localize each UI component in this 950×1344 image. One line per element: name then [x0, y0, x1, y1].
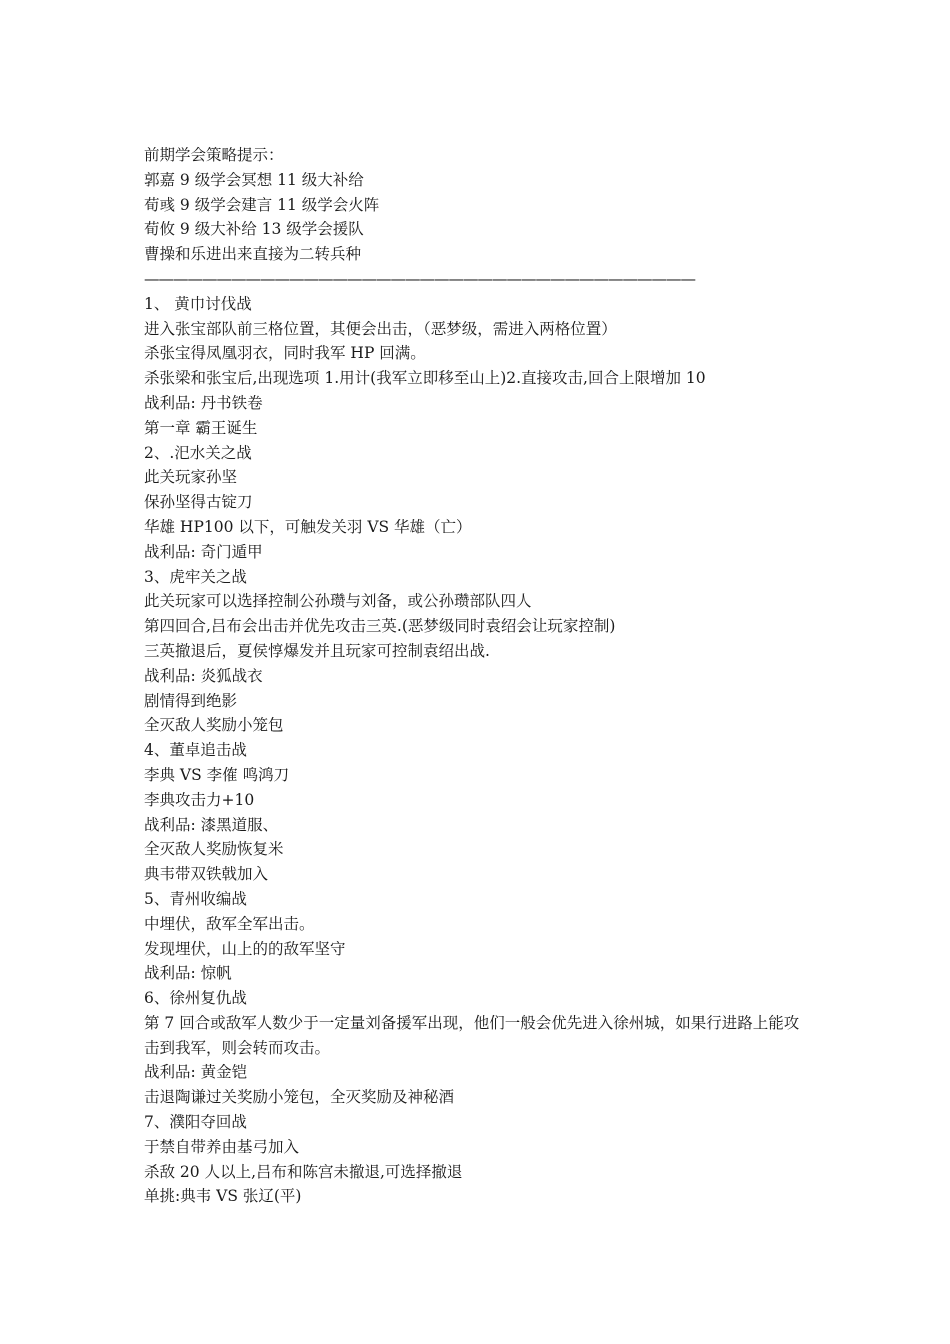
text-line: 华雄 HP100 以下，可触发关羽 VS 华雄（亡） — [144, 517, 472, 536]
section-divider: —————————————————————————————————————— — [144, 269, 695, 288]
text-line: 战利品: 漆黑道服、 — [144, 815, 279, 834]
document-body — [144, 143, 804, 1209]
text-line: 此关玩家可以选择控制公孙瓒与刘备，或公孙瓒部队四人 — [144, 592, 532, 611]
text-line: 战利品: 丹书铁卷 — [144, 393, 263, 412]
intro-line: 郭嘉 9 级学会冥想 11 级大补给 — [144, 170, 364, 189]
section-heading-7: 7、濮阳夺回战 — [144, 1113, 247, 1132]
text-line: 进入张宝部队前三格位置，其便会出击，（恶梦级，需进入两格位置） — [144, 319, 617, 338]
text-line: 李典 VS 李傕 鸣鸿刀 — [144, 765, 290, 784]
text-line: 剧情得到绝影 — [144, 691, 238, 710]
intro-heading: 前期学会策略提示： — [144, 146, 284, 164]
text-line: 于禁自带养由基弓加入 — [144, 1137, 300, 1156]
text-line: 发现埋伏，山上的的敌军坚守 — [144, 939, 346, 958]
text-line: 李典攻击力+10 — [144, 790, 255, 809]
text-line: 击退陶谦过关奖励小笼包，全灭奖励及神秘酒 — [144, 1088, 455, 1107]
text-line: 战利品: 炎狐战衣 — [144, 666, 263, 685]
text-line: 此关玩家孙坚 — [144, 468, 238, 487]
text-line: 全灭敌人奖励恢复米 — [144, 840, 284, 859]
section-heading-6: 6、徐州复仇战 — [144, 989, 247, 1008]
text-line: 第四回合,吕布会出击并优先攻击三英.(恶梦级同时袁绍会让玩家控制) — [144, 617, 616, 636]
text-paragraph: 第 7 回合或敌军人数少于一定量刘备援军出现，他们一般会优先进入徐州城，如果行进路上能攻击到我军，则会转而攻击。 — [144, 1013, 800, 1057]
section-heading-5: 5、青州收编战 — [144, 889, 247, 908]
intro-line: 荀彧 9 级学会建言 11 级学会火阵 — [144, 195, 380, 214]
text-line: 战利品: 惊帆 — [144, 964, 232, 983]
text-line: 杀张梁和张宝后,出现选项 1.用计(我军立即移至山上)2.直接攻击,回合上限增加 10 — [144, 369, 706, 388]
text-line: 全灭敌人奖励小笼包 — [144, 716, 284, 735]
section-heading-1: 1、 黄巾讨伐战 — [144, 294, 252, 313]
text-line: 杀张宝得凤凰羽衣，同时我军 HP 回满。 — [144, 344, 426, 363]
chapter-title: 第一章 霸王诞生 — [144, 418, 258, 437]
intro-line: 荀攸 9 级大补给 13 级学会援队 — [144, 220, 364, 239]
section-heading-3: 3、虎牢关之战 — [144, 567, 247, 586]
text-line: 保孙坚得古锭刀 — [144, 493, 253, 512]
section-heading-2: 2、.汜水关之战 — [144, 443, 252, 462]
text-line: 中埋伏，敌军全军出击。 — [144, 914, 315, 933]
text-line: 单挑:典韦 VS 张辽(平) — [144, 1187, 302, 1206]
text-line: 战利品: 奇门遁甲 — [144, 542, 263, 561]
text-line: 战利品: 黄金铠 — [144, 1063, 248, 1082]
text-line: 杀敌 20 人以上,吕布和陈宫未撤退,可选择撤退 — [144, 1162, 463, 1181]
text-line: 典韦带双铁戟加入 — [144, 865, 269, 884]
text-line: 三英撤退后，夏侯惇爆发并且玩家可控制袁绍出战. — [144, 641, 490, 660]
section-heading-4: 4、董卓追击战 — [144, 741, 247, 760]
intro-line: 曹操和乐进出来直接为二转兵种 — [144, 245, 362, 264]
